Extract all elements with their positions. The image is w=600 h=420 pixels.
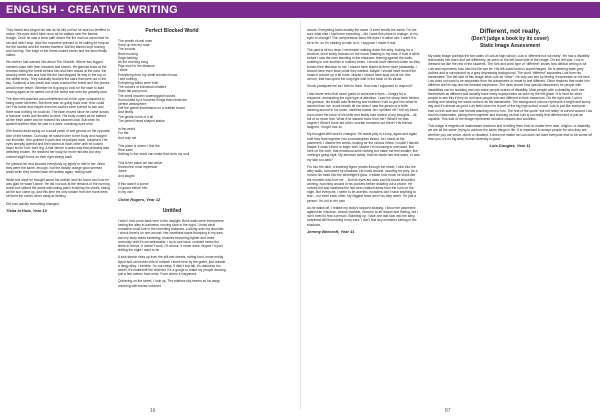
poem-line: Everything within were built <box>118 81 158 86</box>
essay-paragraph: My static image portrays the two sides of Luis at high school; Luis is ‘different but not really’. He has a disability that makes him learn and act differently, as seen on the left-hand side of the image. On the left side, Luis is dressed not like the rest of the students. The font and word type of “different” shows how difficult writing is for Luis and represents how hard his life can be. His left-sided brain is supercharged. He is wearing state-grey clothes and is surrounded by a grey depressing background. The word “different” separates Luis from his classmates. The left side of this image sees Luis as “other”. He only can see by feeling it expresses on his face. Luis does not want to be separated from his classmates or made to feel different. Other features that make him different are his cap and his headset earphones. The desk shows how special classrooms for people with disabilities can be isolating and can make people scared of disability. Most people with a disability don’t see themselves as different and actually have many superpowers as seen by the left grade. It is hard for other people to see this if they do not have people who are different in their classroom. On the right side, Luis is smiling and wearing the same uniform as his classmates. The background colours represent a bright and sunny day and it’s almost as good Luis feels when he is part of the big high school crowd. Luis is just like everyone else on this side and has friends standing next to him. The rest of the quote “but not really” is curved around Luis and his classmates, joining them together and showing us that Luis is not really that different and is just as capable. This side of the image represents inclusive classes and societies. <box>428 54 592 122</box>
poem-title: Perfect Blocked World <box>145 28 199 34</box>
story-paragraph: Did now quickly everything changed. <box>6 201 60 206</box>
story-paragraph: The fawn felt watched and unsheltered out in the open compared to being under tall trees. But there was no going back now. How could he? His home and maybe even his mother were burned to ash and there was nothing he could do. The fawn moved since he came across a humans’ creek and decided to drink. His body cooled as he bathed all the fresh water and he relaxed his caramel coat. But when he spotted another fawn he saw in a daze, sneaking eyes shut. <box>6 97 109 127</box>
story-paragraph: The past is all too clear. I remember walking down the alley, looking for a shortcut, mind solely focused on the music blasting in my ears. It took a while before I saw the man standing in the shadows, leaning against the walls, chatting to one another in hushed tones. I should have listened closer as they turned their attention to me. I should have stared at them more pleasantly. I should have even flown what they wanted. Maybe I should have turned the music’s volume up a bit more. Maybe I should have spat out at me, like venom, that had opted the long light wait in the back of his throat. <box>307 47 420 82</box>
story-paragraph: My thoughts still haven’t changed. He wants play in a loop, again and again until they fade together into a meaningless strand. As I stand at the pavement, I dissect the words, looking for the vicious ethics I couldn’t handle. Maybe it wasn’t there to begin with. Maybe I’m choosing to overreact. But here on the curb, that emotional ache nothing but make me feel smaller, like nothing’s going right. My stomach twists, that his blade has real scars, or was my skin too dark? <box>307 132 420 162</box>
poem-line: And finally <box>118 110 134 115</box>
poem-line: The sounds <box>118 47 136 52</box>
story-paragraph: She looked dead laying on a small patch of soft ground on the opposite side of the stream. Curiously he walked over to her body and nudged her shoulder. She grunted in pain and he jumped back, surprised. Her eyes sleepily opened and then stared at each other until he looked down at her hurt, front leg. A hair before a weird way that probably was definitely broken. He reached her body for more minutes but only noticed slight burns on their right sleepy back. <box>6 129 110 159</box>
poem-line: perfect atmosphere <box>118 102 147 107</box>
story-paragraph: I wish I had come back here in the daylight. Brick walls were everywhere lurking the alley in darkness, moving slow in the night. I know what monsters could lurk in the unending shadows. Looking over my shoulder, I check there’s no one around. Her heartbeat starts thumping in my ears and my body starts trembling, muscles becoming tighter and more anxiously until it’s uncomfortable. I try to see back, contract below the limbs to freeze. It doesn’t work. Of course. It never does. Maybe I’m just feeling the night I want to be. <box>118 218 225 253</box>
poem-line: If this wasn’t a scene <box>118 181 149 186</box>
column-poem <box>118 28 226 400</box>
column-story-1 <box>6 28 110 400</box>
story-paragraph: They licked and singed his hair as he slid out but he was too terrified to notice. His eyes didn’t blink once as he walked over the flames, though. Once he saw a clear path where the fire had not consumed he ran and didn’t stop. Now the monsters seemed to be calling for help as the fire swirled and the breeze traveled. But the flames kept running and running. The edge of the forest looked closer and the fawn finally halted. <box>6 28 110 58</box>
story-title: Untitled <box>162 207 182 214</box>
poem-line: Real calm <box>118 148 133 153</box>
poem-line: I smile <box>118 68 128 73</box>
poem-line: I see nothing <box>118 76 137 81</box>
poem-line: I’d guard before him <box>118 186 148 191</box>
poem-line: For the <box>118 131 129 136</box>
poem-line: The smell wooden waterlogged houses <box>118 93 176 98</box>
poem-line: The colours of individual chatters <box>118 85 167 90</box>
story-paragraph: Quivering on the street, I look up. The starless sky seems so far away, churning with bruise-coloured <box>118 279 221 288</box>
story-paragraph: He pitched her and showed everybody up tightly to met in her. Were they were the same, enough. Not the deadly orange glow seemed small while they hurried fawn fell asleep again, feeling safe. <box>6 161 106 175</box>
story-paragraph: I had never seen that much greed in someone’s eyes – hungry for a response, demanding the right type of attention. I saw his sharp teeth behind his grimace, his breath was flickering and realised I had to give him what he wanted from me, scoot-breath hit me when I saw the gleam of a knife dancing around in his loose, careless hands. As I sprinted off, I felt my blood burn under the force of his knife and finally lose control of my thoughts – all full of so much fear. What if he wanted more from me? What if he was angrier? What if there are other, cruellar monsters out there? His friends laughed. I forget how to. <box>307 91 419 130</box>
poem-line: Surrounded by a hundred things that create the <box>118 97 188 102</box>
poem-line: The perfect heart shaped statue <box>118 118 165 123</box>
poem-line: All the morning song <box>118 60 149 65</box>
poem-line: Pigs snort in the distance <box>118 64 155 69</box>
poem-line: Shared the most impresser <box>118 165 158 170</box>
story-paragraph: clouds. Everything looks exactly the same. It even smells the same. I’m not sure what else I had been expecting – did I want this place to change, or my eyes to change? The overpressure blurs the eyes I’d rather see. I want it to be to fix, so I’m starting to hate on it. I suppose I made it real. <box>307 28 418 45</box>
section-banner <box>0 2 600 18</box>
poem-line: And laughs <box>118 173 135 178</box>
essay-title: Different, not really, <box>479 28 541 35</box>
poem-line: Jokes <box>118 169 127 174</box>
page-number-right: 87 <box>445 408 451 414</box>
poem-body <box>118 39 226 195</box>
poem-line: This is the place we can arrive <box>118 160 163 165</box>
author-byline: Tisha la Hula, Year 10 <box>6 207 47 213</box>
story-paragraph: Shock paralysed me as I tried to think. How was I supposed to respond? <box>307 84 413 89</box>
section-title: ENGLISH - CREATIVE WRITING <box>6 4 178 16</box>
essay-subheading: Static Image Assessment <box>479 43 541 49</box>
poem-line: Get the gentle thumbtacks on a bulletin board <box>118 106 185 111</box>
story-paragraph: As he walks off, I realise my body’s stopped shaking. I know the pavement against an inhuman, vicious monster, immune to all reason and feeling, but I don’t need to fear a person. Standing up, I take one last look into the alley, heartbeat still thrumming in my ears. I don’t find any monsters lurking in the shadows. <box>307 205 419 227</box>
story-paragraph: While she slept he thought about his mother and his home and how he was glad he wasn’t alone. He did not look at the remains of the burning forest but rubbed the same welcoming patch brushing his cheek, hiding as the sun came up, just this time the only smoke from the burnt trees hit them the colors never away to destiny. <box>6 177 110 199</box>
poem-line: Stare tall and proud <box>118 89 147 94</box>
author-byline: Chloe Rogers, Year 12 <box>118 196 161 202</box>
poem-line: Everything from my small wooden house <box>118 72 178 77</box>
poem-line: Dogs barking <box>118 55 138 60</box>
column-story-2 <box>307 28 420 400</box>
poem-line: In my own <box>118 190 134 195</box>
page-gutter <box>300 20 301 410</box>
author-byline: Jeremy Beecroft, Year 11 <box>307 228 355 234</box>
poem-line: Bees buzzing <box>118 51 138 56</box>
poem-line: In the world <box>118 127 136 132</box>
essay-subtitle: (Don’t judge a book by its cover) <box>471 36 549 42</box>
page-number-left: 16 <box>150 408 156 414</box>
author-byline: Luis Douglas, Year 11 <box>489 143 531 149</box>
story-paragraph: A sick stench rises up from the still wet streets, rotting food, some moldy liquid and old broken bits of rubbish I smell here by the gutter, just outside a dingy alley. I tremble. I’m not ready. It didn’t lost fall, it’s darkness too sweet, it’s makeshift fire cheerful. It’s a gouge to make my people dancing just a few metres from mine. From where it happened. <box>118 255 226 277</box>
poem-line: This place is where I feel the <box>118 144 160 149</box>
column-essay <box>428 28 592 400</box>
poem-line: The smells of real ones <box>118 39 153 43</box>
story-paragraph: His mother had warned him about The Outside. Where two legged humans roam with their shooters and stones. He glanced back at the redness eating the forest behind him and then ahead at the hard, the smokey smell was and how the fire had stopped its way to the top of the tallest trees. They basically touched the stars that were out in the sky. Suddenly a low creak and crack cracked the forest as if the planes would never return. Whether he is going to look for the fawn to start moving again at he darted out of the forest and onto the gravelly land. <box>6 60 110 94</box>
poem-line: And only me <box>118 135 137 140</box>
poem-line: The gentle curve of it all <box>118 114 154 119</box>
poem-line: Nothing in the world can make that hurts my soul <box>118 152 190 157</box>
essay-paragraph: This image is targeted at mainstream teachers and is telling them that no matter their race, religion, or disability, we are all the same, trying to achieve the same things in life. It is important to accept people for who they are, whether you are smart, dumb or disabled, it does not matter as Luis does not want everyone else to be worse off than you, it’s no big deal, human diversity is good. <box>428 124 592 141</box>
poem-line: Seep up into my nose <box>118 43 150 48</box>
story-paragraph: For into the dark, a towering figure prowls through the street. I sink into the alley walls, consumed by shadows. He looks around, scouting for prey. As a moves his head into the streetlight’s glow, I realise how much he looks like the monster who hurt me… But his eyes are wide and his broad shoulders arching, hunching around in his pockets before drawing out a phone. He notices but and swallows the fact been walked away from the curb on the night. But everyone, I seem to be averted, monsters don’t have anything to fear – not even each other. My biggest fears aren’t as they seem. I’m just a person, I’m not in her own. <box>307 164 418 203</box>
